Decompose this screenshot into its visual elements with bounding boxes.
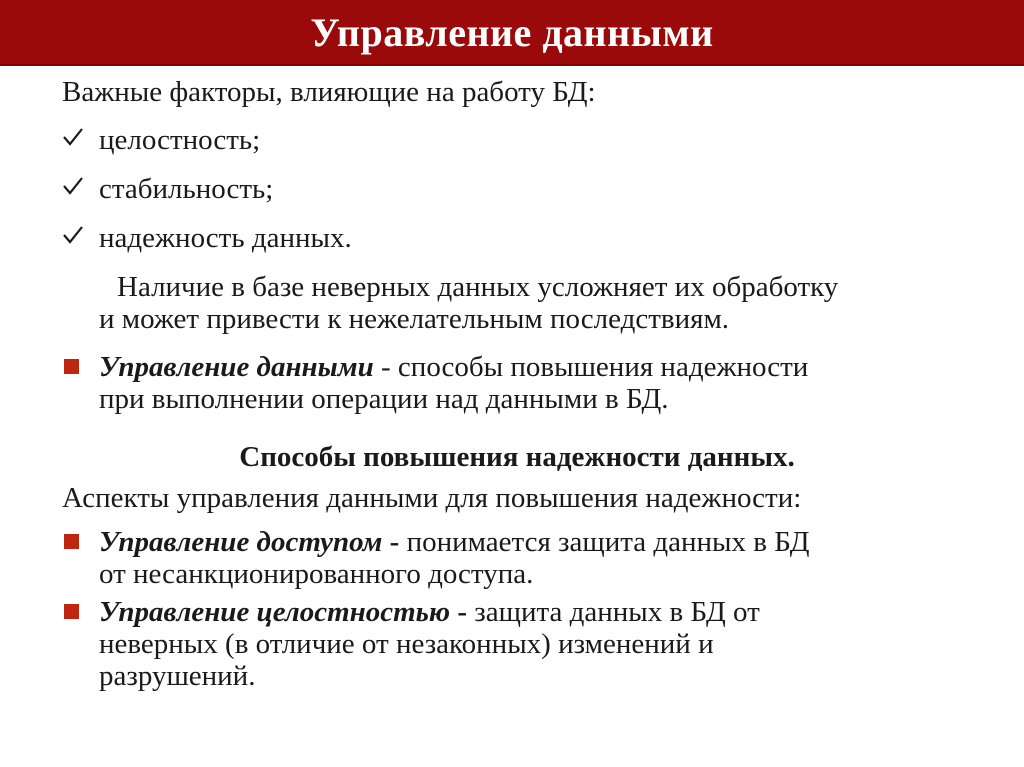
slide-title: Управление данными bbox=[310, 9, 714, 55]
subheading: Способы повышения надежности данных. bbox=[239, 441, 795, 473]
checklist-item: стабильность; bbox=[99, 173, 274, 205]
aspect-line-3: разрушений. bbox=[99, 660, 256, 692]
checklist-item: целостность; bbox=[99, 124, 261, 156]
aspect-term: Управление целостностью bbox=[99, 596, 451, 628]
title-bar bbox=[0, 0, 1024, 66]
definition-line-1 bbox=[99, 351, 808, 383]
definition-rest: - способы повышения надежности bbox=[373, 351, 809, 383]
aspect-rest: защита данных в БД от bbox=[467, 596, 760, 628]
aspect-line-1 bbox=[99, 526, 810, 558]
check-icon bbox=[62, 126, 84, 148]
aspect-term: Управление доступом bbox=[99, 526, 383, 558]
definition-line-2: при выполнении операции над данными в БД. bbox=[99, 383, 669, 415]
aspect-dash: - bbox=[450, 596, 468, 628]
note-line-1: Наличие в базе неверных данных усложняет их обработку bbox=[117, 271, 839, 303]
definition-term: Управление данными bbox=[99, 351, 374, 383]
checklist-item: надежность данных. bbox=[99, 222, 352, 254]
aspect-line-2: от несанкционированного доступа. bbox=[99, 558, 534, 590]
aspect-line-2: неверных (в отличие от незаконных) изменений и bbox=[99, 628, 714, 660]
aspect-dash: - bbox=[382, 526, 400, 558]
check-icon bbox=[62, 175, 84, 197]
note-line-2: и может привести к нежелательным последствиям. bbox=[99, 303, 730, 335]
aspect-rest: понимается защита данных в БД bbox=[399, 526, 810, 558]
check-icon bbox=[62, 224, 84, 246]
square-bullet-icon bbox=[64, 604, 79, 619]
aspects-intro: Аспекты управления данными для повышения надежности: bbox=[62, 482, 802, 514]
aspect-line-1 bbox=[99, 596, 760, 628]
square-bullet-icon bbox=[64, 534, 79, 549]
square-bullet-icon bbox=[64, 359, 79, 374]
intro-text: Важные факторы, влияющие на работу БД: bbox=[62, 76, 596, 108]
